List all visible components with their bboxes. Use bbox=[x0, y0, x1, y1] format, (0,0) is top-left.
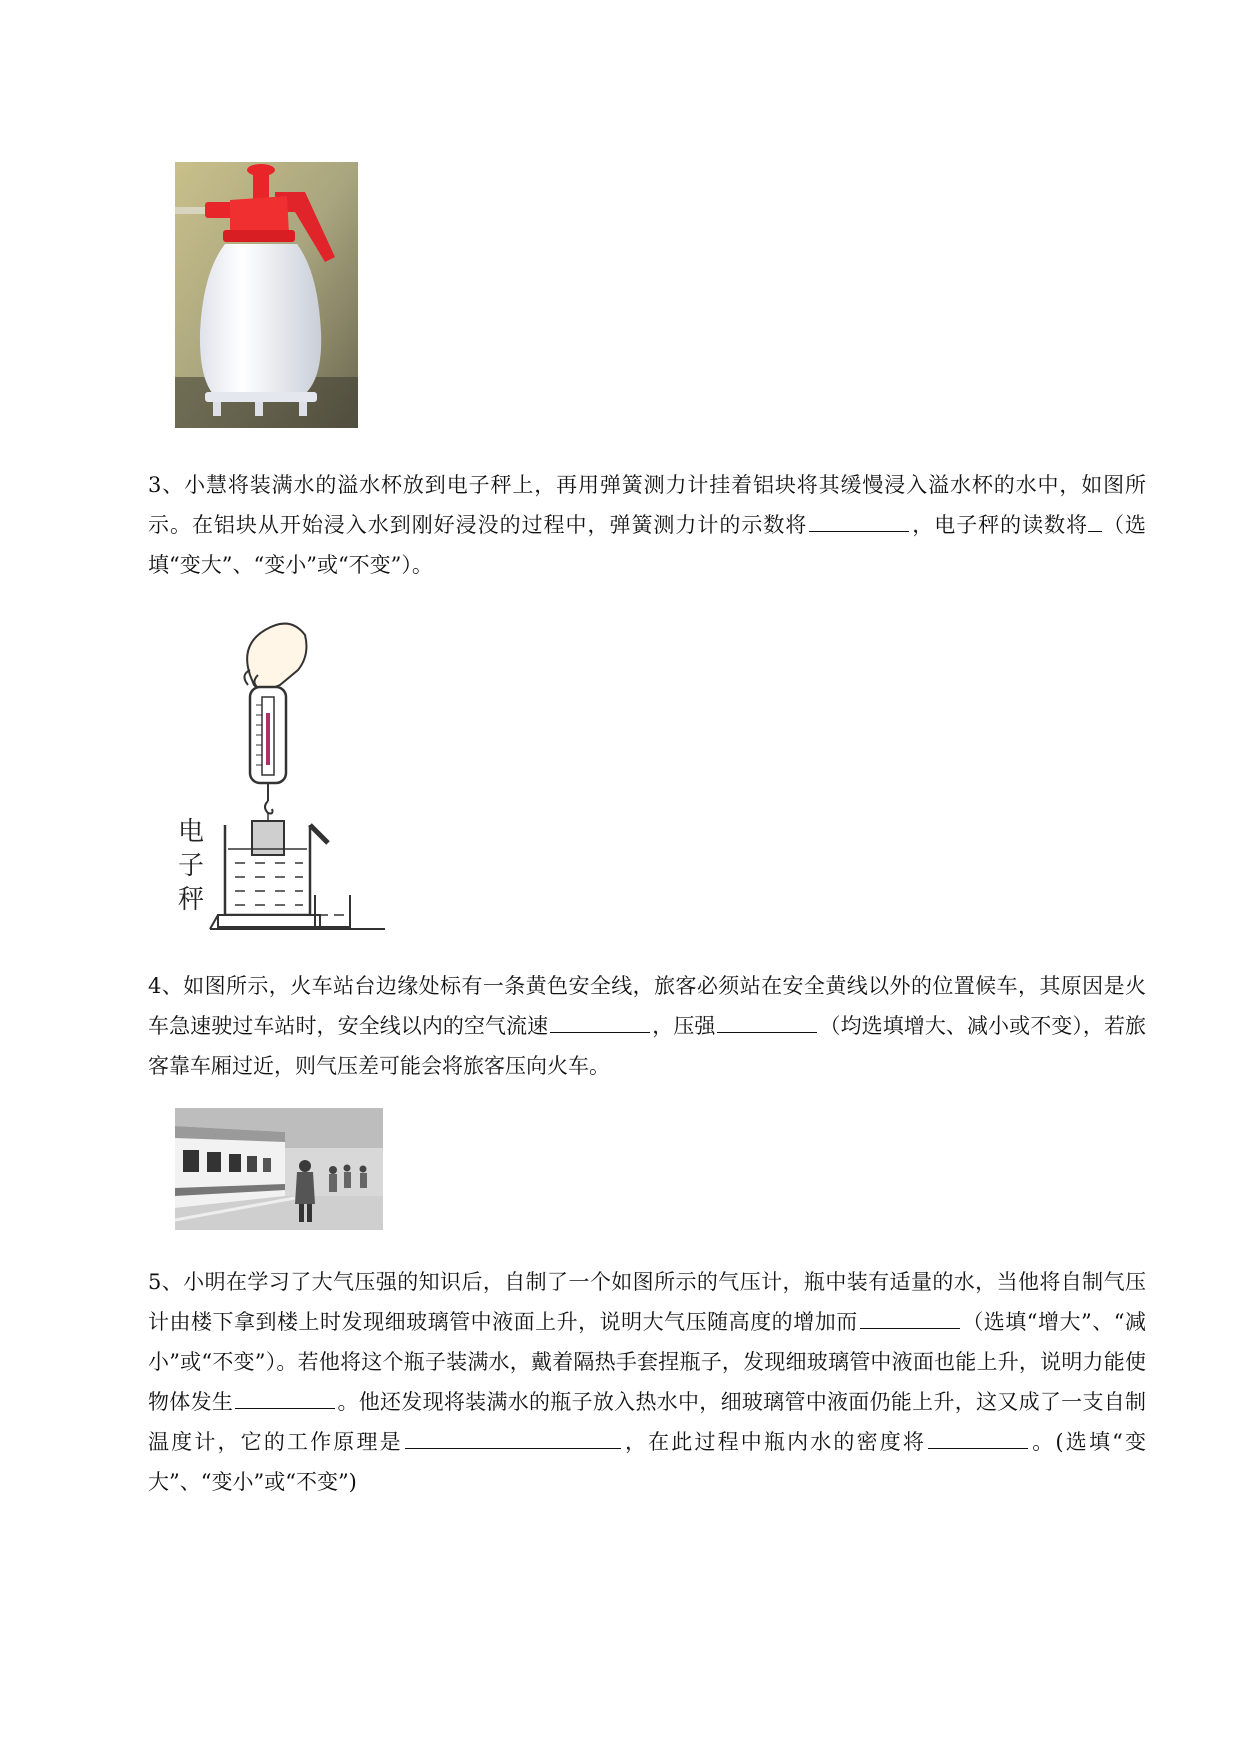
question-3 bbox=[148, 465, 1146, 585]
question-4-text-1: 4、如图所示，火车站台边缘处标有一条黄色安全线，旅客必须站在安全黄线以外的位置候车，其原因是火车急速驶过车站时，安全线以内的空气流速 bbox=[148, 974, 1146, 1038]
question-4 bbox=[148, 966, 1146, 1086]
question-5-text-1: 5、小明在学习了大气压强的知识后，自制了一个如图所示的气压计，瓶中装有适量的水，当他将自制气压计由楼下拿到楼上时发现细玻璃管中液面上升，说明大气压随高度的增加而 bbox=[148, 1270, 1146, 1334]
question-3-text-2: ，电子秤的读数将 bbox=[911, 513, 1089, 537]
spray-bottle-figure bbox=[175, 162, 358, 428]
question-3-text-1: 3、小慧将装满水的溢水杯放到电子秤上，再用弹簧测力计挂着铝块将其缓慢浸入溢水杯的水中，如图所示。在铝块从开始浸入水到刚好浸没的过程中，弹簧测力计的示数将 bbox=[148, 473, 1146, 537]
answer-blank[interactable] bbox=[550, 1008, 650, 1033]
answer-blank[interactable] bbox=[405, 1424, 621, 1449]
spring-scale-figure bbox=[170, 615, 400, 935]
answer-blank[interactable] bbox=[717, 1008, 817, 1033]
question-4-text-2: ，压强 bbox=[652, 1014, 716, 1038]
answer-blank[interactable] bbox=[928, 1424, 1028, 1449]
train-platform-figure bbox=[175, 1108, 383, 1230]
answer-blank[interactable] bbox=[860, 1304, 960, 1329]
question-5 bbox=[148, 1262, 1146, 1502]
question-5-text-3: 。他还发现将装满水的瓶子放入热水中，细玻璃管中液面仍能上升，这又成了一支自制温度计，它的工作原理是 bbox=[148, 1390, 1147, 1454]
question-5-text-4: ，在此过程中瓶内水的密度将 bbox=[622, 1430, 927, 1454]
scale-label: 电子秤 bbox=[178, 817, 205, 915]
answer-blank[interactable] bbox=[235, 1384, 335, 1409]
answer-blank[interactable] bbox=[809, 507, 909, 532]
answer-blank[interactable] bbox=[1088, 507, 1102, 532]
question-3-text-3: （选填“变大”、“变小”或“不变”）。 bbox=[148, 513, 1146, 577]
question-5-text-2: （选填“增大”、“减小”或“不变”）。若他将这个瓶子装满水，戴着隔热手套捏瓶子，发现细玻璃管中液面也能上升，说明力能使物体发生 bbox=[148, 1310, 1146, 1414]
question-5-text-5: 。(选填“变大”、“变小”或“不变”) bbox=[148, 1430, 1147, 1494]
question-4-text-3: （均选填增大、减小或不变），若旅客靠车厢过近，则气压差可能会将旅客压向火车。 bbox=[148, 1014, 1147, 1078]
